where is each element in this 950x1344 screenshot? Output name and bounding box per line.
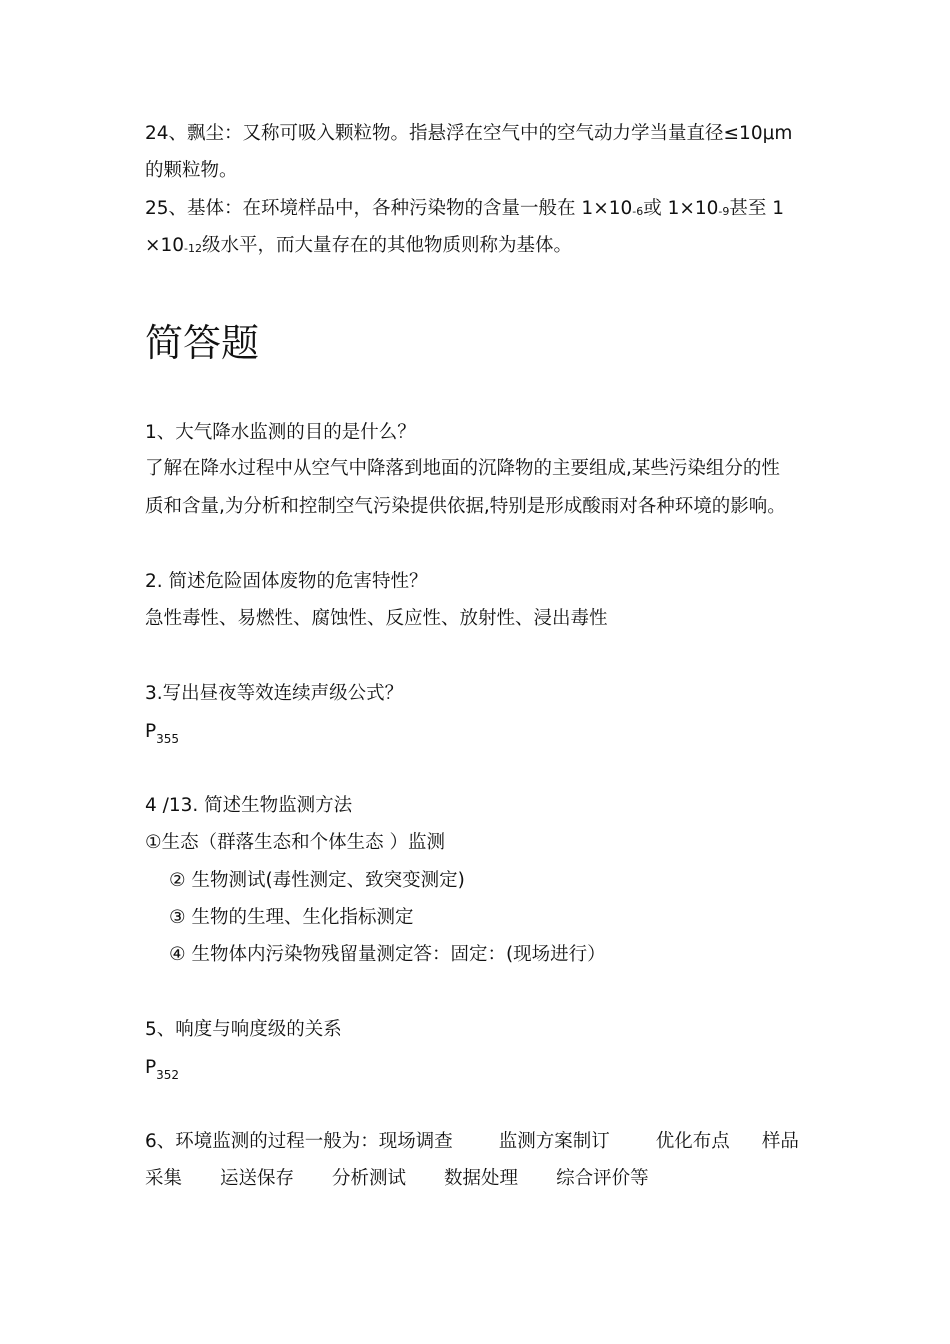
answer-3: [145, 719, 179, 752]
page-ref-number: 355: [156, 732, 180, 746]
definition-24-line-2: 的颗粒物。: [145, 160, 238, 181]
definition-25-line-2: [145, 233, 572, 262]
process-step: 综合评价等: [556, 1168, 649, 1189]
answer-4-item-2: ② 生物测试(毒性测定、致突变测定): [169, 870, 465, 891]
answer-4-item-3: ③ 生物的生理、生化指标测定: [169, 907, 414, 928]
process-step: 监测方案制订: [498, 1131, 610, 1152]
exponent: -9: [718, 205, 730, 218]
page-ref-letter: P: [145, 721, 157, 742]
process-step: 分析测试: [332, 1168, 407, 1189]
process-step: 运送保存: [220, 1168, 295, 1189]
definition-25-text-d: ×10: [145, 235, 185, 256]
answer-4-item-1: ①生态（群落生态和个体生态 ）监测: [145, 832, 445, 853]
definition-25-text-a: 25、基体：在环境样品中，各种污染物的含量一般在 1×10: [145, 198, 633, 219]
definition-24-line-1: 24、飘尘：又称可吸入颗粒物。指悬浮在空气中的空气动力学当量直径≤10μm: [145, 123, 793, 144]
process-step: 数据处理: [444, 1168, 519, 1189]
question-6-line-1: [145, 1129, 799, 1155]
answer-2: 急性毒性、易燃性、腐蚀性、反应性、放射性、浸出毒性: [145, 608, 608, 629]
question-3: 3.写出昼夜等效连续声级公式？: [145, 683, 404, 704]
process-step: 采集: [145, 1168, 183, 1189]
definition-25-text-b: 或 1×10: [643, 198, 719, 219]
exponent: -12: [184, 242, 203, 255]
section-title: 简答题: [145, 321, 260, 365]
page-ref-letter: P: [145, 1057, 157, 1078]
process-intro: 6、环境监测的过程一般为：现场调查: [145, 1131, 453, 1152]
definition-25-line-1: [145, 196, 784, 225]
definition-25-text-c: 甚至 1: [729, 198, 785, 219]
answer-1-line-2: 质和含量,为分析和控制空气污染提供依据,特别是形成酸雨对各种环境的影响。: [145, 496, 786, 517]
exponent: -6: [632, 205, 644, 218]
answer-1-line-1: 了解在降水过程中从空气中降落到地面的沉降物的主要组成,某些污染组分的性: [145, 458, 780, 479]
answer-5: [145, 1055, 179, 1088]
process-step: 优化布点: [655, 1131, 730, 1152]
question-5: 5、响度与响度级的关系: [145, 1019, 342, 1040]
answer-4-item-4: ④ 生物体内污染物残留量测定答：固定：(现场进行）: [169, 944, 606, 965]
process-step: 样品: [761, 1131, 799, 1152]
question-4: 4 /13. 简述生物监测方法: [145, 795, 353, 816]
question-6-line-2: [145, 1166, 649, 1192]
page-ref-number: 352: [156, 1068, 180, 1082]
question-2: 2. 简述危险固体废物的危害特性？: [145, 571, 428, 592]
definition-25-text-e: 级水平，而大量存在的其他物质则称为基体。: [202, 235, 573, 256]
question-1: 1、大气降水监测的目的是什么？: [145, 422, 416, 443]
